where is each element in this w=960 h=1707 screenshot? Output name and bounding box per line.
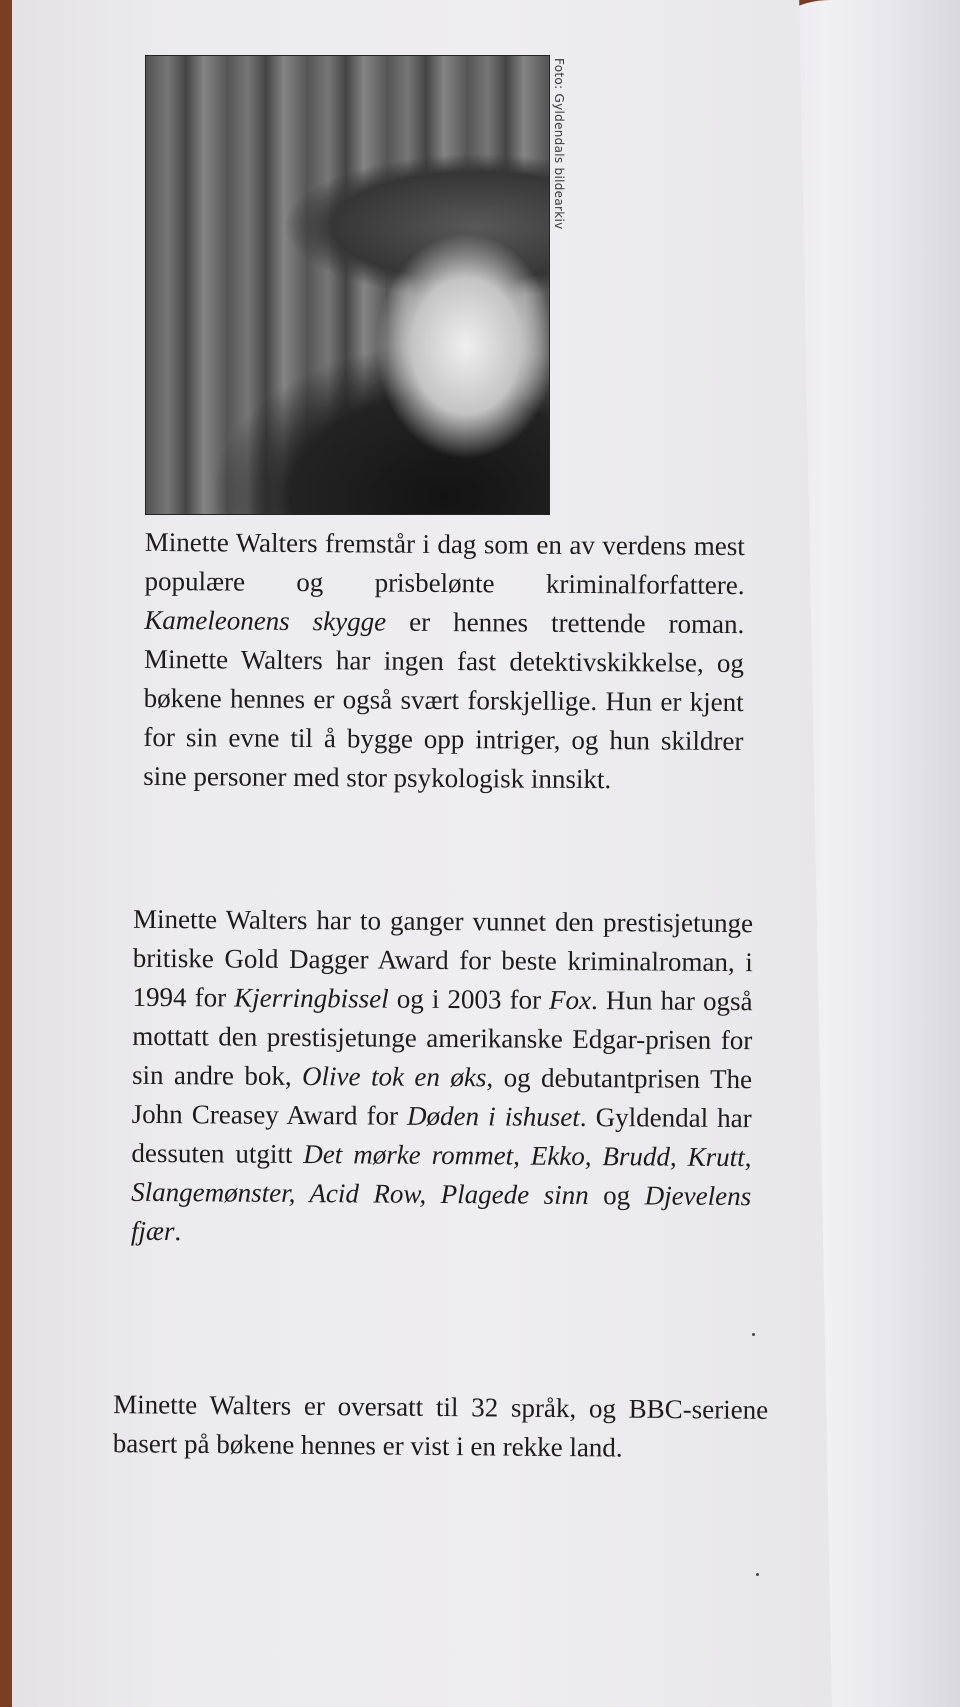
paragraph-text (113, 1385, 769, 1469)
speck (756, 1573, 759, 1576)
photo-credit: Foto: Gyldendals bildearkiv (552, 58, 566, 230)
text-run: og i 2003 for (388, 983, 550, 1015)
text-run: . (174, 1216, 182, 1247)
author-bio-paragraph-3 (113, 1385, 769, 1469)
text-run: er hennes trettende roman. Minette Walters har ingen fast detektivskikkelse, og bøkene hennes er også svært forskjellige. Hun er kjent for sin evne til å bygge opp intriger, og hun skildrer sine personer med stor psykologisk innsikt. (143, 606, 745, 795)
paragraph-text (131, 900, 753, 1255)
title-italic: Det mørke rommet, Ekko, Brudd, Krutt, Slangemønster, Acid Row, Plagede sinn (131, 1139, 752, 1211)
text-run: Minette Walters er oversatt til 32 språk, og BBC-seriene basert på bøkene hennes er vist i en rekke land. (112, 1389, 769, 1463)
author-bio-paragraph-2 (131, 900, 753, 1255)
paragraph-text (143, 523, 745, 800)
text-run: , og debutantprisen The John Creasey Award for (131, 1062, 753, 1131)
author-bio-paragraph-1 (143, 523, 745, 800)
title-italic: Olive tok en øks (302, 1061, 487, 1093)
title-italic: Fox (549, 984, 592, 1016)
title-italic: Døden i ishuset (407, 1100, 580, 1132)
text-run: . Hun har også mottatt den prestisjetunge amerikanske Edgar-prisen for sin andre bok, (131, 985, 753, 1092)
title-italic: Djevelens fjær (130, 1180, 752, 1247)
text-run: . Gyldendal har dessuten utgitt (131, 1101, 752, 1170)
speck (752, 1333, 755, 1336)
title-italic: Kjerringbissel (234, 982, 389, 1014)
title-italic: Kameleonens skygge (144, 604, 387, 637)
text-run: Minette Walters fremstår i dag som en av verdens mest populære og prisbelønte kriminalforfattere. (144, 526, 745, 601)
author-photo (145, 55, 550, 515)
text-run: Minette Walters har to ganger vunnet den prestisjetunge britiske Gold Dagger Award for beste kriminalroman, i 1994 for (132, 903, 754, 1013)
text-run: og (588, 1180, 645, 1211)
